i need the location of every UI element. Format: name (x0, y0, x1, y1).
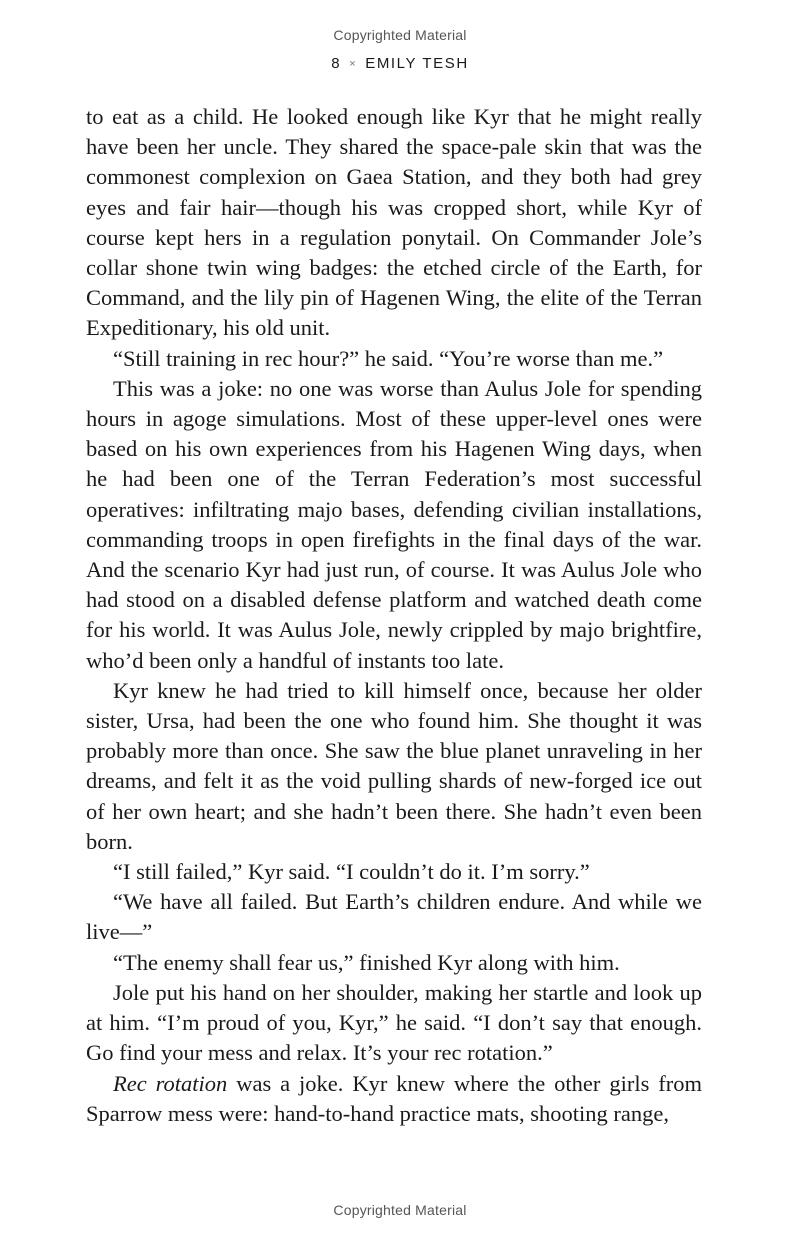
paragraph-text: was a joke. Kyr knew where the other girls from Sparrow mess were: hand-to-hand practice mats, shooting range, (86, 1070, 702, 1126)
paragraph: This was a joke: no one was worse than Aulus Jole for spending hours in agoge simulations. Most of these upper-level ones were based on his own experiences from his Hagenen Wing days, when he had been one of the Terran Federation’s most successful operatives: infiltrating majo bases, defending civilian installations, commanding troops in open firefights in the final days of the war. And the scenario Kyr had just run, of course. It was Aulus Jole who had stood on a disabled defense platform and watched death come for his world. It was Aulus Jole, newly crippled by majo brightfire, who’d been only a handful of instants too late. (86, 375, 702, 673)
paragraph: “The enemy shall fear us,” finished Kyr along with him. (113, 949, 620, 975)
paragraph: “Still training in rec hour?” he said. “You’re worse than me.” (113, 345, 664, 371)
paragraph: Kyr knew he had tried to kill himself once, because her older sister, Ursa, had been the one who found him. She thought it was probably more than once. She saw the blue planet unraveling in her dreams, and felt it as the void pulling shards of new-forged ice out of her own heart; and she hadn’t been there. She hadn’t even been born. (86, 677, 702, 854)
paragraph: to eat as a child. He looked enough like Kyr that he might really have been her uncle. They shared the space-pale skin that was the commonest complexion on Gaea Station, and they both had grey eyes and fair hair—though his was cropped short, while Kyr of course kept hers in a regulation ponytail. On Commander Jole’s collar shone twin wing badges: the etched circle of the Earth, for Command, and the lily pin of Hagenen Wing, the elite of the Terran Expeditionary, his old unit. (86, 104, 702, 341)
author-name: EMILY TESH (365, 55, 469, 72)
paragraph: “We have all failed. But Earth’s children endure. And while we live—” (86, 889, 702, 945)
paragraph: Jole put his hand on her shoulder, making her startle and look up at him. “I’m proud of you, Kyr,” he said. “I don’t say that enough. Go find your mess and relax. It’s your rec rotation.” (86, 979, 702, 1066)
paragraph: “I still failed,” Kyr said. “I couldn’t do it. I’m sorry.” (113, 859, 590, 885)
copyright-watermark-bottom: Copyrighted Material (333, 1202, 467, 1218)
page-body-text (86, 102, 702, 1129)
italic-phrase: Rec rotation (113, 1070, 228, 1096)
page-number: 8 (331, 55, 342, 72)
paragraph (86, 1069, 702, 1129)
header-separator: × (349, 58, 358, 70)
copyright-watermark-top: Copyrighted Material (333, 27, 467, 43)
running-header (0, 55, 800, 72)
